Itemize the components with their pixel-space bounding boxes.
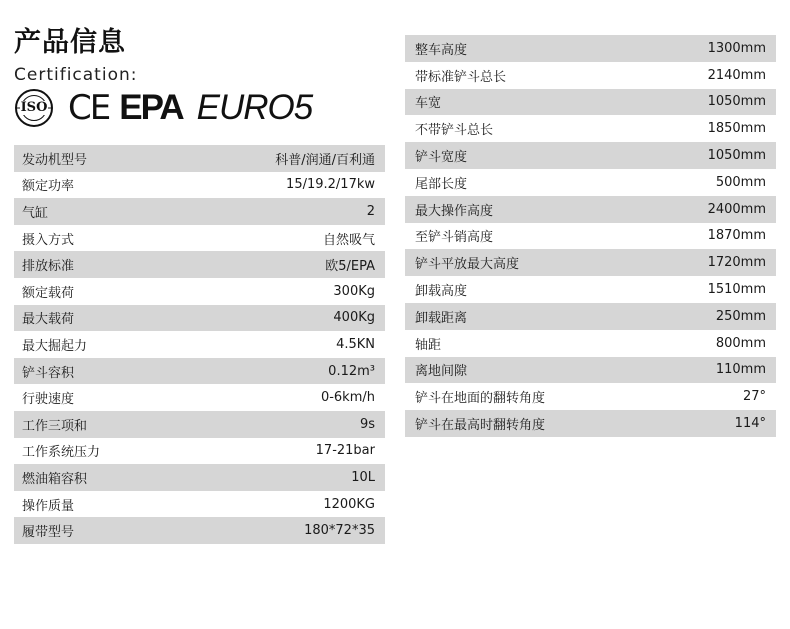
spec-row [14, 491, 385, 518]
spec-label: 行驶速度 [22, 392, 75, 408]
spec-label: 最大掘起力 [22, 338, 88, 354]
spec-row [14, 145, 385, 172]
iso-logo [14, 88, 54, 128]
spec-row [405, 115, 776, 142]
spec-label: 铲斗在最高时翻转角度 [415, 418, 546, 434]
spec-value: 110mm [715, 362, 766, 378]
spec-label: 尾部长度 [415, 176, 468, 192]
spec-value: 欧5/EPA [325, 259, 375, 275]
spec-value: 250mm [715, 308, 766, 324]
spec-label: 最大载荷 [22, 312, 75, 328]
spec-label: 气缸 [22, 205, 49, 221]
spec-value: 2 [366, 203, 375, 219]
spec-value: 1510mm [707, 282, 766, 298]
spec-row [14, 278, 385, 305]
spec-row [405, 330, 776, 357]
certification-logos [14, 88, 394, 128]
spec-value: 0.12m³ [328, 363, 375, 379]
spec-value: 17-21bar [315, 443, 375, 459]
spec-row [405, 249, 776, 276]
spec-value: 0-6km/h [320, 390, 375, 406]
spec-row [405, 383, 776, 410]
ce-logo: CE [68, 88, 110, 128]
spec-label: 最大操作高度 [415, 203, 494, 219]
spec-label: 卸载高度 [415, 284, 468, 300]
spec-label: 排放标准 [22, 259, 75, 275]
spec-row [14, 438, 385, 465]
spec-row [14, 305, 385, 332]
spec-value: 1850mm [707, 121, 766, 137]
spec-value: 27° [742, 389, 766, 405]
spec-value: 2400mm [707, 201, 766, 217]
spec-label: 额定功率 [22, 179, 75, 195]
spec-row [405, 276, 776, 303]
spec-row [14, 331, 385, 358]
spec-value: 科普/润通/百利通 [275, 152, 375, 168]
spec-label: 燃油箱容积 [22, 471, 88, 487]
spec-value: 500mm [715, 174, 766, 190]
spec-value: 300Kg [333, 283, 375, 299]
spec-row [405, 223, 776, 250]
spec-label: 铲斗容积 [22, 365, 75, 381]
spec-value: 1870mm [707, 228, 766, 244]
spec-row [405, 62, 776, 89]
spec-label: 发动机型号 [22, 152, 88, 168]
spec-value: 114° [734, 416, 766, 432]
spec-row [405, 196, 776, 223]
spec-label: 卸载距离 [415, 310, 468, 326]
euro5-logo: EURO5 [196, 88, 313, 127]
spec-row [14, 464, 385, 491]
spec-row [14, 358, 385, 385]
spec-label: 轴距 [415, 337, 442, 353]
spec-label: 履带型号 [22, 525, 75, 541]
spec-label: 操作质量 [22, 498, 75, 514]
spec-label: 工作三项和 [22, 418, 88, 434]
spec-label: 整车高度 [415, 42, 468, 58]
spec-row [405, 35, 776, 62]
spec-label: 车宽 [415, 96, 442, 112]
spec-row [405, 89, 776, 116]
spec-row [14, 384, 385, 411]
spec-value: 9s [359, 416, 375, 432]
spec-row [14, 517, 385, 544]
spec-value: 180*72*35 [304, 523, 375, 539]
iso-logo-text: ISO [20, 100, 48, 115]
spec-value: 1200KG [323, 496, 375, 512]
spec-row [14, 225, 385, 252]
certification-label: Certification: [14, 65, 138, 85]
spec-value: 自然吸气 [322, 232, 375, 248]
spec-label: 至铲斗销高度 [415, 230, 494, 246]
spec-label: 额定载荷 [22, 285, 75, 301]
spec-value: 1300mm [707, 40, 766, 56]
spec-row [405, 303, 776, 330]
spec-row [405, 410, 776, 437]
spec-row [14, 411, 385, 438]
spec-row [405, 169, 776, 196]
spec-value: 15/19.2/17kw [286, 177, 375, 193]
spec-label: 铲斗平放最大高度 [415, 257, 520, 273]
spec-value: 2140mm [707, 67, 766, 83]
spec-label: 铲斗在地面的翻转角度 [415, 391, 546, 407]
spec-row [14, 198, 385, 225]
spec-row [14, 172, 385, 199]
spec-value: 10L [351, 469, 375, 485]
spec-value: 4.5KN [336, 336, 375, 352]
spec-label: 离地间隙 [415, 364, 468, 380]
spec-label: 工作系统压力 [22, 445, 101, 461]
spec-label: 带标准铲斗总长 [415, 69, 507, 85]
left-spec-table [14, 145, 385, 544]
spec-row [14, 251, 385, 278]
spec-value: 1050mm [707, 148, 766, 164]
spec-row [405, 142, 776, 169]
spec-value: 800mm [715, 335, 766, 351]
page-title: 产品信息 [14, 27, 126, 58]
spec-value: 1720mm [707, 255, 766, 271]
spec-label: 不带铲斗总长 [415, 123, 494, 139]
right-spec-table [405, 35, 776, 437]
spec-label: 铲斗宽度 [415, 150, 468, 166]
spec-value: 1050mm [707, 94, 766, 110]
epa-logo: EPA [119, 88, 183, 127]
spec-row [405, 357, 776, 384]
spec-value: 400Kg [333, 310, 375, 326]
spec-label: 摄入方式 [22, 232, 75, 248]
